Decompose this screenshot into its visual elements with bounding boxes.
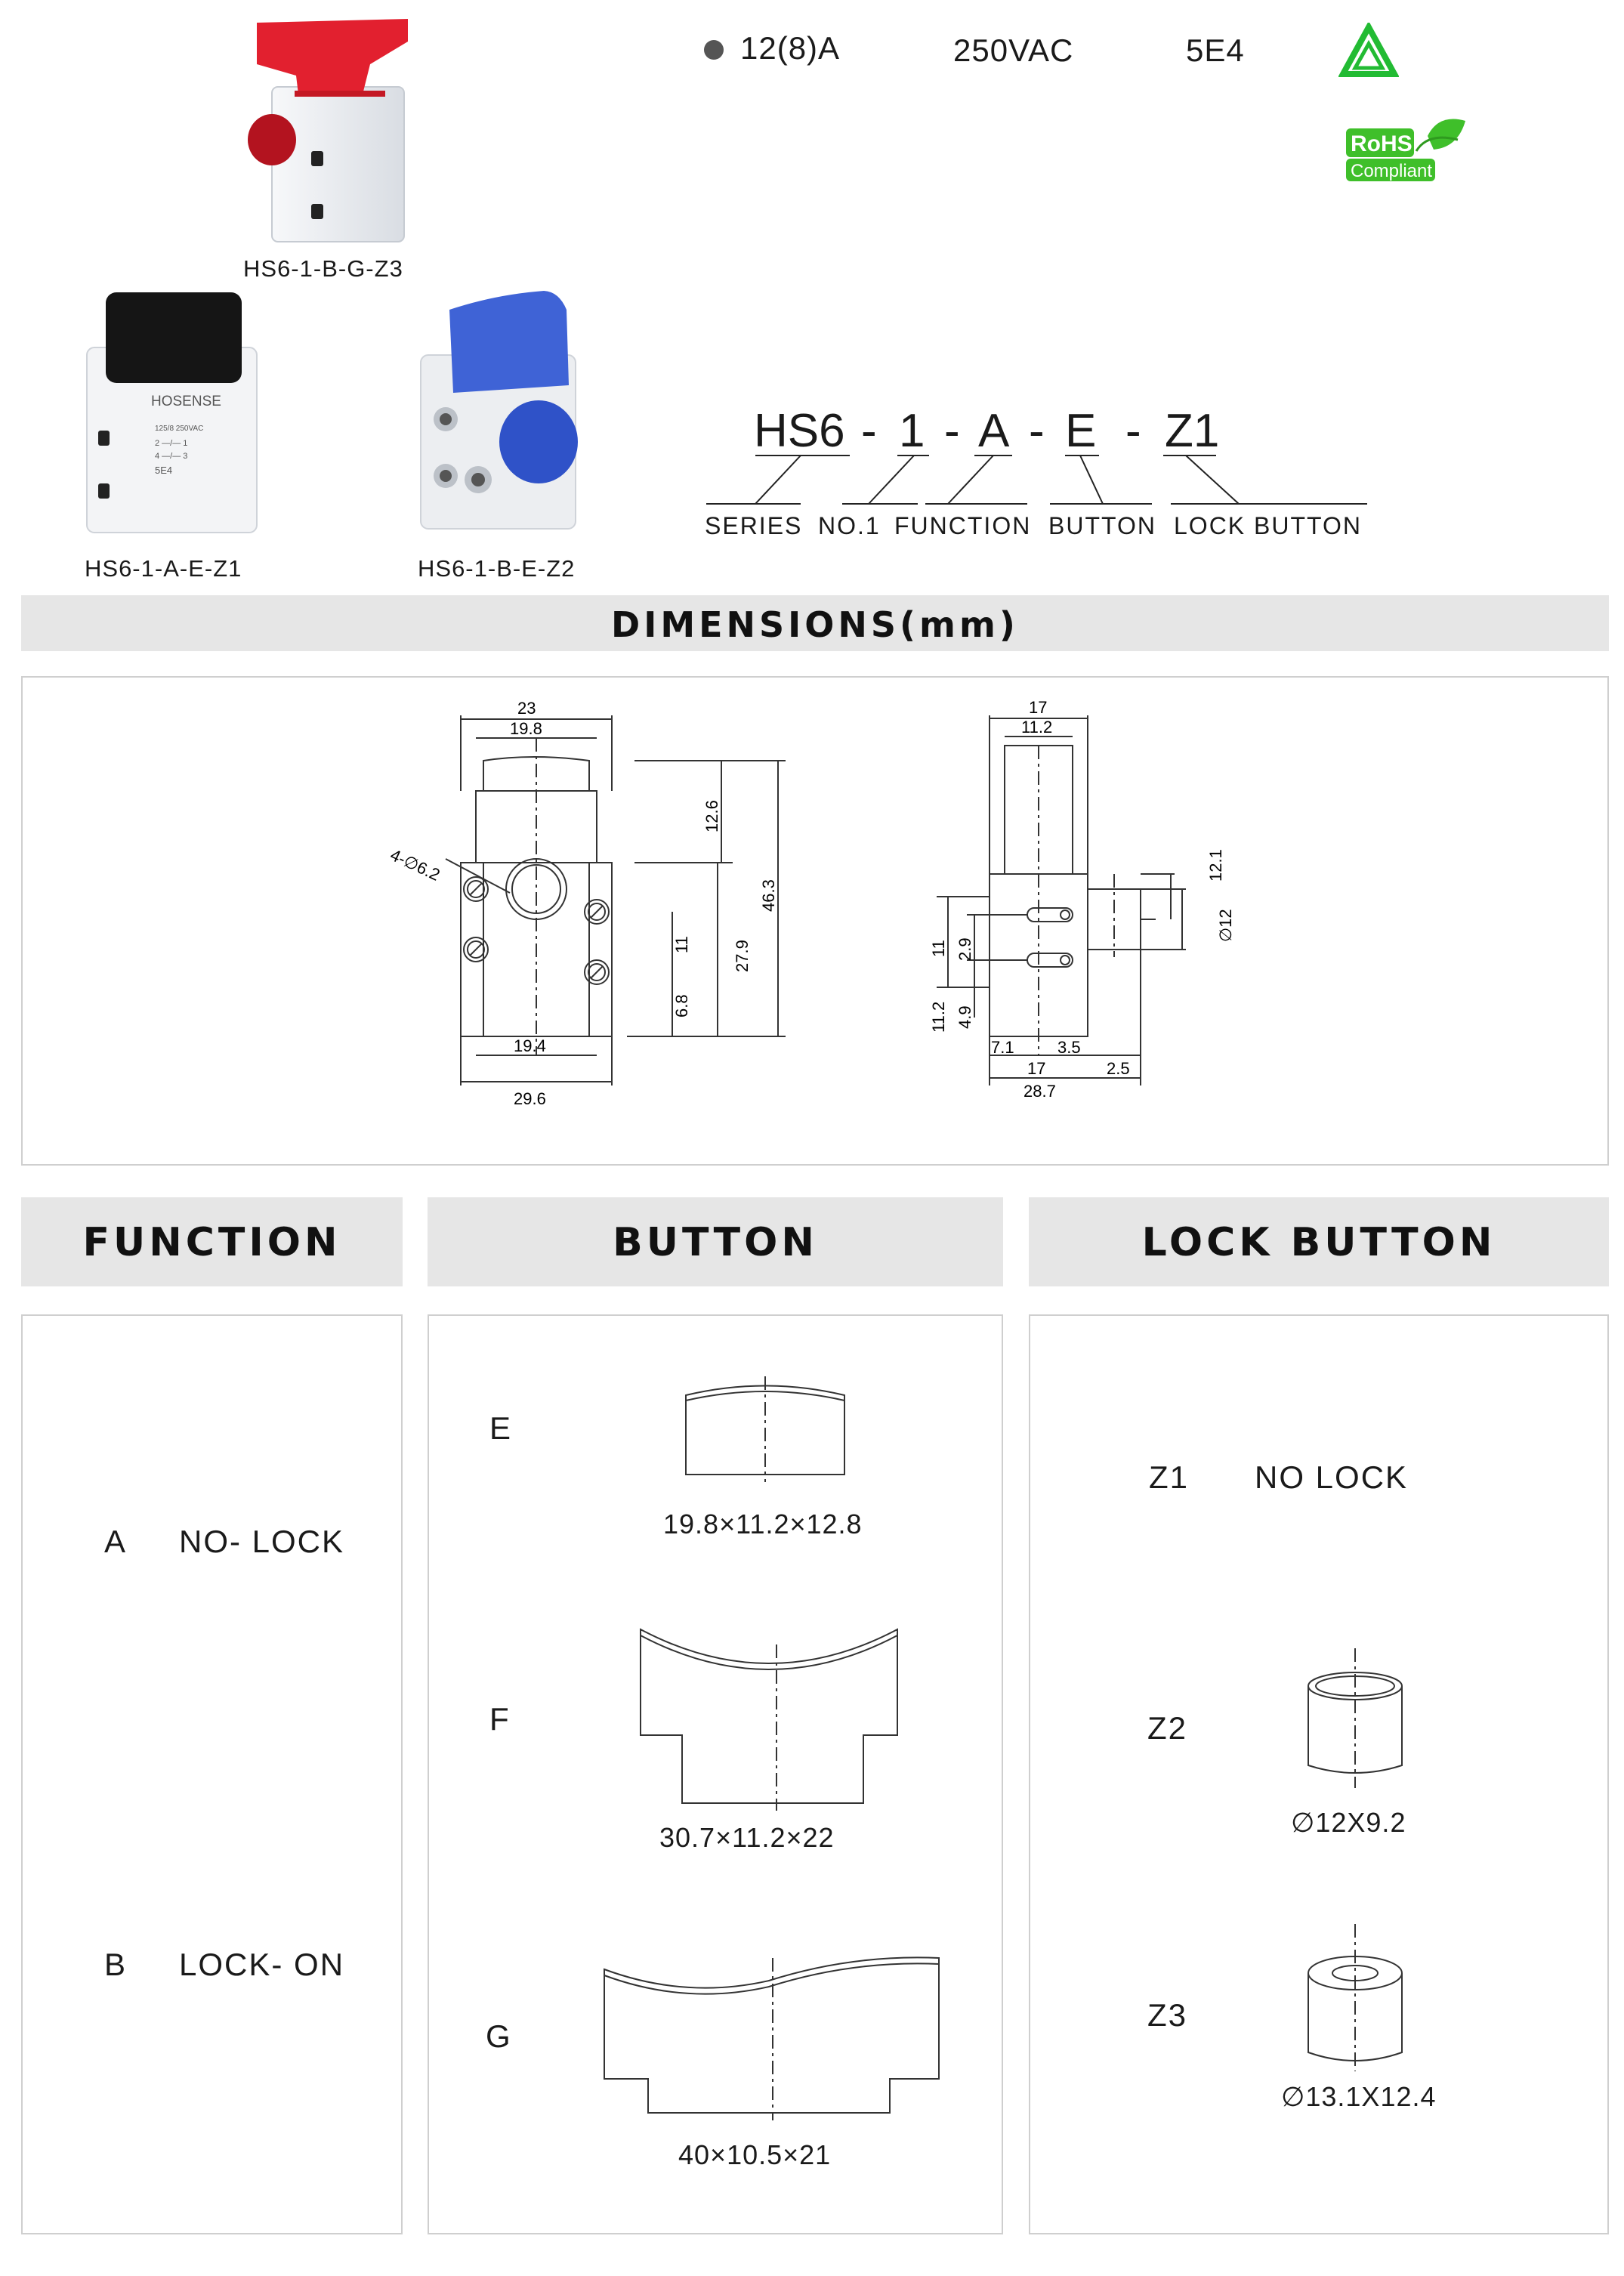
- button-size-g: 40×10.5×21: [678, 2139, 832, 2170]
- spec-life: 5E4: [1186, 32, 1245, 68]
- side-dim-2-5: 2.5: [1107, 1059, 1130, 1078]
- button-e-drawing: [678, 1369, 860, 1482]
- leaf-icon: [1428, 119, 1465, 150]
- lock-code-z2: Z2: [1147, 1710, 1188, 1746]
- front-dim-11: 11: [672, 936, 691, 953]
- tuv-triangle-icon: [1338, 23, 1399, 79]
- dimensions-header: [21, 595, 1609, 651]
- code-dash-1: -: [861, 405, 877, 457]
- code-dash-3: -: [1029, 405, 1045, 457]
- dimensions-title: DIMENSIONS(mm): [611, 604, 1019, 645]
- button-size-e: 19.8×11.2×12.8: [663, 1509, 863, 1539]
- function-panel: [21, 1314, 403, 2234]
- side-dim-11-2: 11.2: [1021, 718, 1053, 737]
- lock-button-panel: [1029, 1314, 1609, 2234]
- bullet-icon: [704, 40, 724, 60]
- lock-button-header: [1029, 1197, 1609, 1286]
- brand-mark: HOSENSE: [151, 394, 221, 409]
- switch-print-3: 4 —/— 3: [155, 452, 188, 461]
- spec-current: 12(8)A: [740, 30, 841, 66]
- product-label-black: HS6-1-A-E-Z1: [85, 555, 242, 582]
- function-desc-b: LOCK- ON: [179, 1947, 345, 1982]
- lock-code-z3: Z3: [1147, 1997, 1188, 2033]
- code-button: E: [1065, 405, 1097, 457]
- code-label-series: SERIES: [705, 512, 803, 539]
- button-code-e: E: [489, 1410, 513, 1446]
- side-dim-28-7: 28.7: [1023, 1082, 1056, 1101]
- product-photo-black: [79, 283, 264, 540]
- code-label-no: NO.1: [818, 512, 881, 539]
- function-code-b: B: [104, 1947, 128, 1982]
- switch-print-4: 5E4: [155, 465, 173, 476]
- front-dim-46-3: 46.3: [759, 879, 778, 912]
- code-lock: Z1: [1165, 405, 1220, 457]
- front-dim-12-6: 12.6: [702, 800, 721, 832]
- svg-text:RoHS: RoHS: [1351, 131, 1413, 156]
- switch-print-2: 2 —/— 1: [155, 439, 188, 448]
- code-no: 1: [899, 405, 925, 457]
- side-dim-4-9: 4.9: [956, 1005, 974, 1029]
- product-photo-red: [227, 11, 446, 249]
- side-dim-17b: 17: [1027, 1059, 1046, 1078]
- side-view-drawing: [914, 700, 1337, 1123]
- side-dim-12-1: 12.1: [1206, 849, 1225, 882]
- code-label-lock-button: LOCK BUTTON: [1174, 512, 1362, 539]
- button-code-f: F: [489, 1701, 511, 1737]
- front-dim-27-9: 27.9: [733, 940, 752, 972]
- button-f-drawing: [633, 1614, 905, 1811]
- lock-desc-z1: NO LOCK: [1255, 1459, 1409, 1495]
- svg-text:Compliant: Compliant: [1351, 161, 1433, 181]
- side-dim-17: 17: [1029, 700, 1048, 717]
- code-dash-2: -: [944, 405, 960, 457]
- lock-size-z3: ∅13.1X12.4: [1281, 2081, 1437, 2112]
- side-dim-dia12: ∅12: [1216, 909, 1235, 942]
- button-g-drawing: [595, 1935, 950, 2124]
- lock-button-title: LOCK BUTTON: [1141, 1220, 1496, 1265]
- button-panel: [428, 1314, 1003, 2234]
- front-dim-29-6: 29.6: [514, 1089, 546, 1108]
- side-dim-11-2b: 11.2: [929, 1001, 948, 1033]
- function-header: [21, 1197, 403, 1286]
- front-dim-19-8: 19.8: [510, 719, 542, 738]
- code-leader-lines: [695, 449, 1375, 510]
- button-header: [428, 1197, 1003, 1286]
- front-dim-holes: 4-∅6.2: [387, 845, 443, 885]
- switch-print-1: 125/8 250VAC: [155, 425, 204, 433]
- front-dim-23: 23: [517, 700, 536, 718]
- rohs-badge: [1345, 106, 1473, 185]
- code-label-function: FUNCTION: [894, 512, 1032, 539]
- code-function: A: [978, 405, 1010, 457]
- spec-voltage: 250VAC: [953, 32, 1074, 68]
- code-dash-4: -: [1125, 405, 1141, 457]
- button-code-g: G: [486, 2018, 512, 2054]
- dimensions-panel: [21, 676, 1609, 1166]
- lock-code-z1: Z1: [1149, 1459, 1190, 1495]
- side-dim-3-5: 3.5: [1057, 1038, 1081, 1057]
- function-desc-a: NO- LOCK: [179, 1524, 345, 1559]
- product-label-red: HS6-1-B-G-Z3: [243, 255, 403, 282]
- side-dim-7-1: 7.1: [991, 1038, 1014, 1057]
- side-dim-11: 11: [929, 940, 948, 957]
- product-photo-blue: [412, 279, 593, 540]
- front-dim-6-8: 6.8: [672, 994, 691, 1018]
- product-label-blue: HS6-1-B-E-Z2: [418, 555, 576, 582]
- lock-z3-drawing: [1298, 1924, 1412, 2075]
- lock-size-z2: ∅12X9.2: [1291, 1807, 1406, 1838]
- code-series: HS6: [754, 405, 845, 457]
- lock-z2-drawing: [1298, 1648, 1412, 1792]
- button-size-f: 30.7×11.2×22: [659, 1822, 835, 1853]
- side-dim-2-9: 2.9: [956, 937, 974, 961]
- code-label-button: BUTTON: [1048, 512, 1156, 539]
- front-view-drawing: [385, 700, 808, 1123]
- function-title: FUNCTION: [82, 1220, 341, 1265]
- front-dim-19-4: 19.4: [514, 1036, 546, 1055]
- function-code-a: A: [104, 1524, 128, 1559]
- button-title: BUTTON: [613, 1220, 818, 1265]
